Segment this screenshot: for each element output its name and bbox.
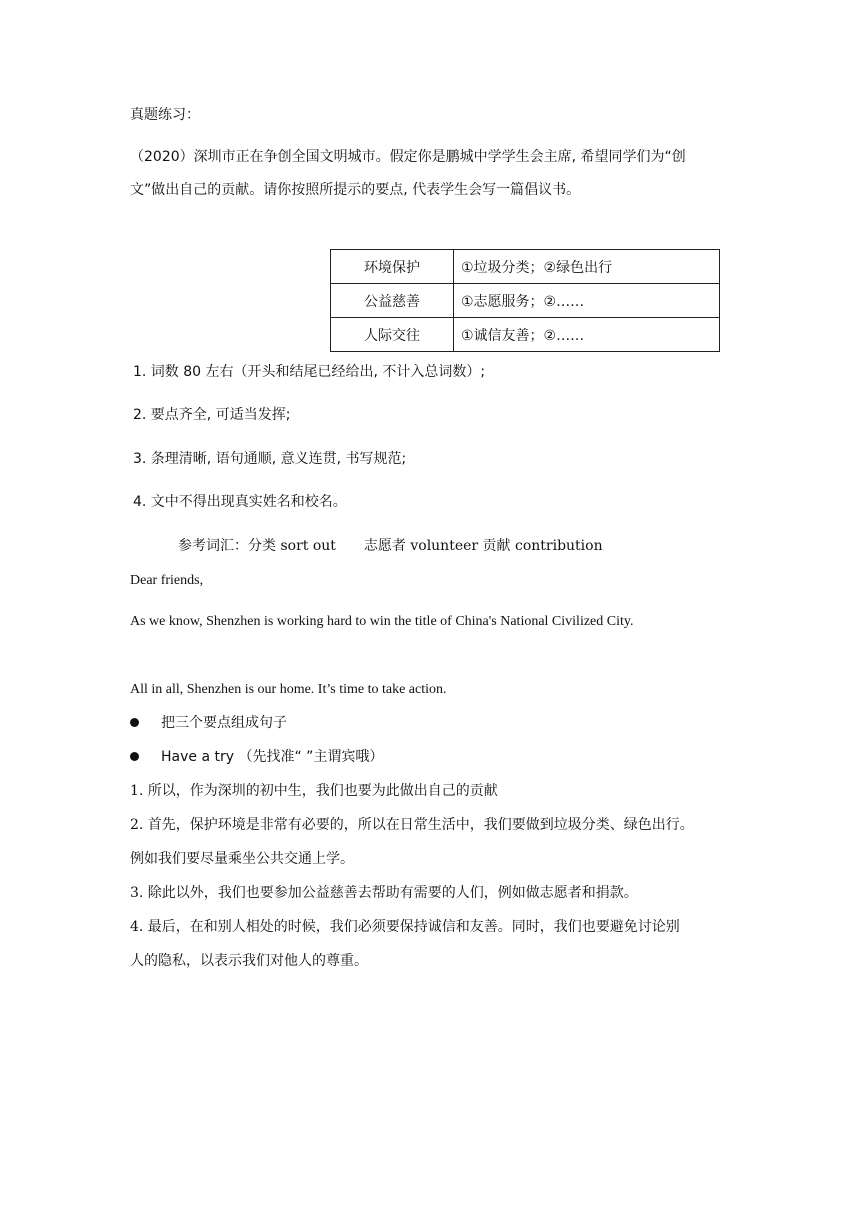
sentence-1: 1. 所以，作为深圳的初中生，我们也要为此做出自己的贡献: [130, 783, 498, 799]
sentence-4-line-2: 人的隐私，以表示我们对他人的尊重。: [130, 953, 368, 969]
table-row: [331, 250, 720, 284]
table-cell-points: ①诚信友善；②……: [454, 318, 720, 352]
bullet-text: Have a try （先找准“ ”主谓宾哦）: [161, 749, 384, 765]
table-cell-category: 环境保护: [331, 250, 454, 284]
table-cell-points: ①垃圾分类；②绿色出行: [454, 250, 720, 284]
prompt-line-2: 文”做出自己的贡献。请你按照所提示的要点, 代表学生会写一篇倡议书。: [130, 182, 581, 198]
requirement-4: 4. 文中不得出现真实姓名和校名。: [133, 494, 347, 510]
table-cell-category: 公益慈善: [331, 284, 454, 318]
requirement-2: 2. 要点齐全, 可适当发挥;: [133, 407, 291, 423]
key-points-table: [330, 249, 720, 352]
sentence-2-line-2: 例如我们要尽量乘坐公共交通上学。: [130, 851, 354, 867]
letter-greeting: Dear friends,: [130, 573, 204, 588]
bullet-item: [130, 747, 383, 767]
table-row: [331, 284, 720, 318]
requirement-1: 1. 词数 80 左右（开头和结尾已经给出, 不计入总词数）;: [133, 364, 486, 380]
prompt-line-1: （2020）深圳市正在争创全国文明城市。假定你是鹏城中学学生会主席, 希望同学们为“创: [130, 149, 686, 165]
sentence-3: 3. 除此以外，我们也要参加公益慈善去帮助有需要的人们，例如做志愿者和捐款。: [130, 885, 638, 901]
letter-opening: As we know, Shenzhen is working hard to win the title of China's National Civilized City.: [130, 614, 634, 629]
sentence-2-line-1: 2. 首先，保护环境是非常有必要的，所以在日常生活中，我们要做到垃圾分类、绿色出行。: [130, 817, 694, 833]
letter-closing: All in all, Shenzhen is our home. It’s time to take action.: [130, 682, 447, 697]
table-cell-points: ①志愿服务；②……: [454, 284, 720, 318]
bullet-item: [130, 713, 287, 733]
sentence-4-line-1: 4. 最后，在和别人相处的时候，我们必须要保持诚信和友善。同时，我们也要避免讨论别: [130, 919, 680, 935]
bullet-dot-icon: [130, 718, 139, 727]
vocab-reference: 参考词汇：分类 sort out 志愿者 volunteer 贡献 contribution: [178, 538, 603, 554]
requirement-3: 3. 条理清晰, 语句通顺, 意义连贯, 书写规范;: [133, 451, 407, 467]
table-cell-category: 人际交往: [331, 318, 454, 352]
bullet-dot-icon: [130, 752, 139, 761]
section-heading: 真题练习：: [130, 107, 200, 123]
bullet-text: 把三个要点组成句子: [161, 715, 287, 731]
table-row: [331, 318, 720, 352]
